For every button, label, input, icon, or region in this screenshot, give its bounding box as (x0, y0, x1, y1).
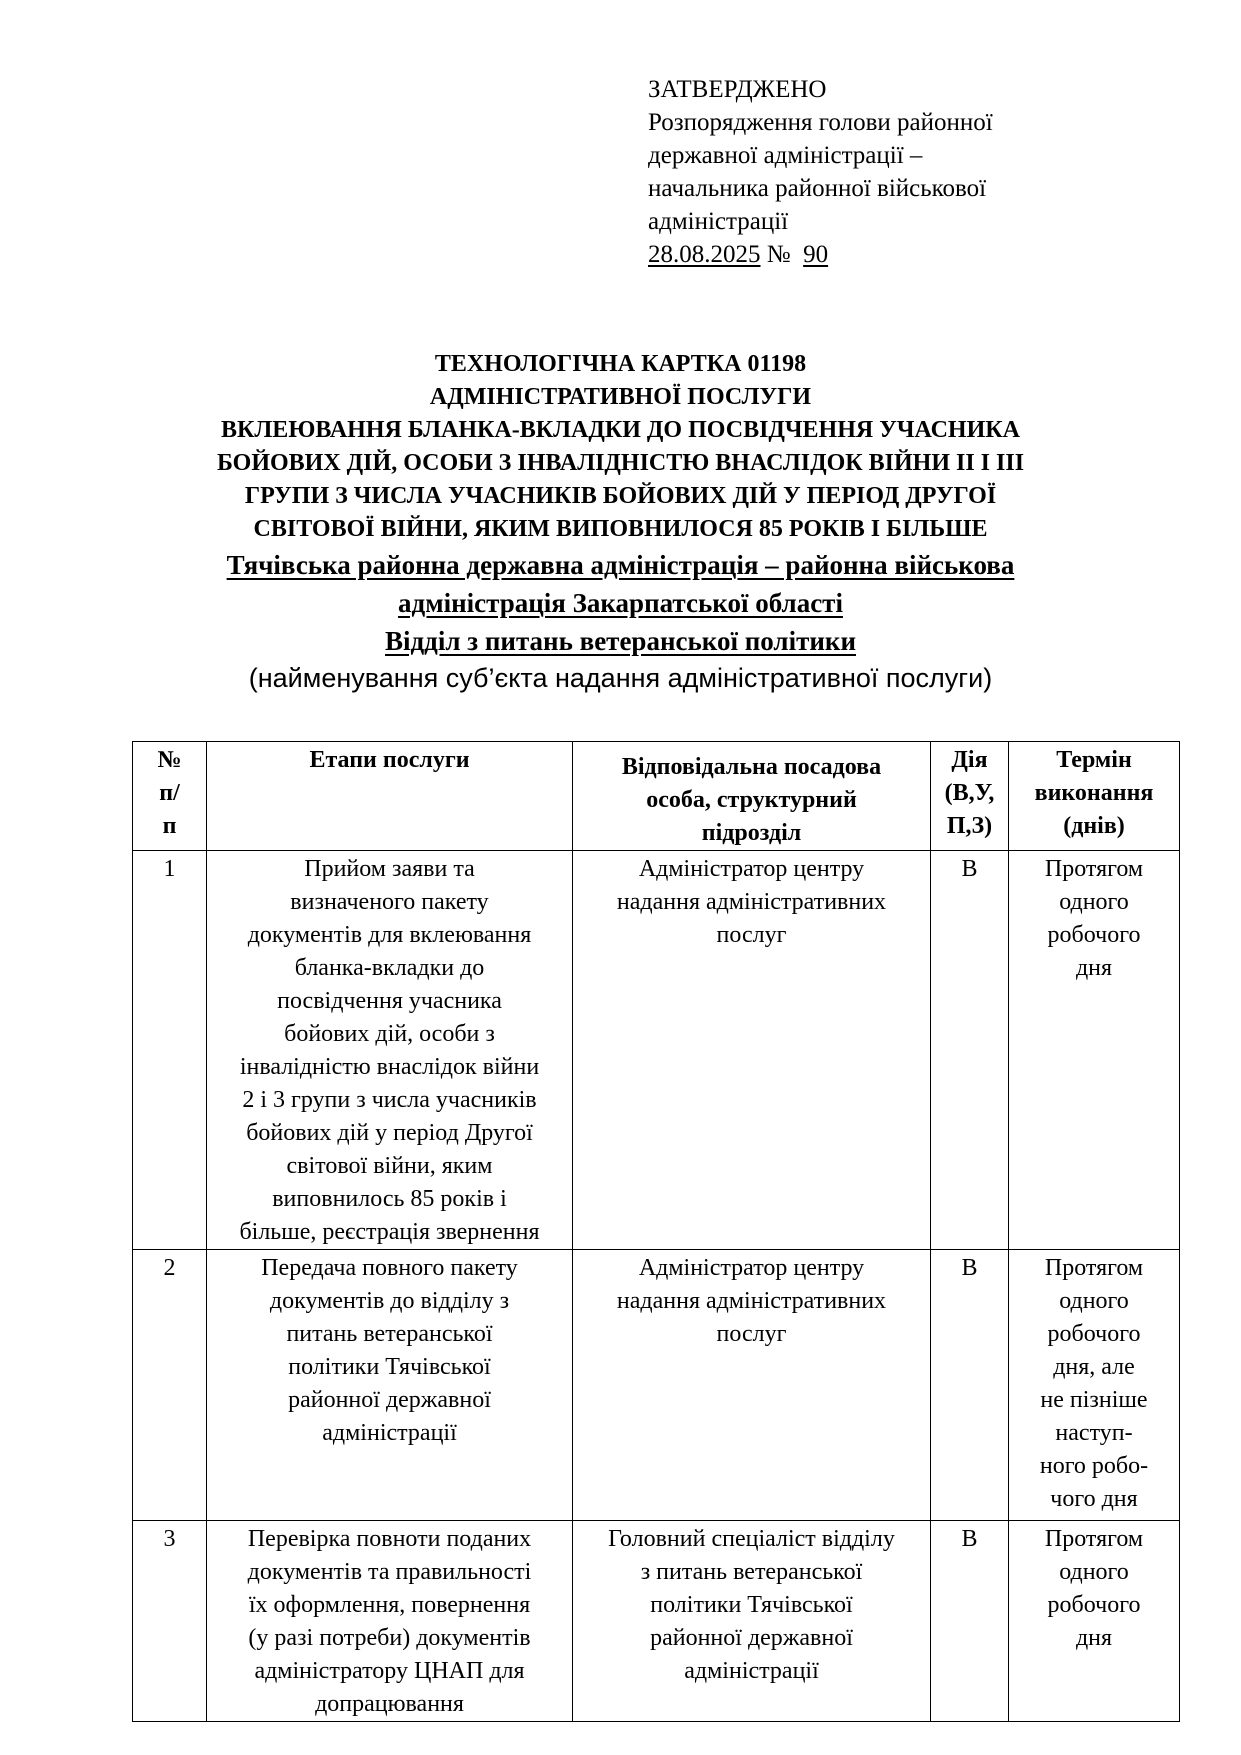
subject-text: Відділ з питань ветеранської політики (385, 626, 856, 656)
document-title-line: БОЙОВИХ ДІЙ, ОСОБИ З ІНВАЛІДНІСТЮ ВНАСЛІДОК ВІЙНИ ІІ І ІІІ (216, 450, 1025, 476)
approval-line: Розпорядження голови районної (648, 109, 993, 136)
header-stage: Етапи послуги (207, 742, 573, 851)
header-num: № п/ п (133, 742, 207, 851)
document-title-line: ВКЛЕЮВАННЯ БЛАНКА-ВКЛАДКИ ДО ПОСВІДЧЕННЯ УЧАСНИКА (221, 417, 1020, 443)
cell-stage: Передача повного пакету документів до відділу з питань ветеранської політики Тячівської районної державної адміністрації (207, 1250, 573, 1521)
cell-num: 2 (133, 1250, 207, 1521)
approval-number: 90 (803, 241, 829, 268)
approval-number-sign: № (766, 241, 791, 268)
subject-line (120, 546, 1121, 584)
cell-term: Протягом одного робочого дня (1009, 851, 1180, 1250)
approval-block (648, 73, 1128, 271)
cell-term: Протягом одного робочого дня (1009, 1521, 1180, 1722)
table-header-row (133, 742, 1180, 851)
header-action: Дія (В,У, П,З) (931, 742, 1009, 851)
cell-responsible: Адміністратор центру надання адміністративних послуг (573, 1250, 931, 1521)
table-row (133, 1250, 1180, 1521)
cell-stage: Прийом заяви та визначеного пакету документів для вклеювання бланка-вкладки до посвідчення учасника бойових дій, особи з інвалідністю внаслідок війни 2 і 3 групи з числа учасників бойових дій у період Другої світової війни, яким виповнилось 85 років і більше, реєстрація звернення (207, 851, 573, 1250)
approval-heading: ЗАТВЕРДЖЕНО (648, 76, 827, 103)
subject-text: Тячівська районна державна адміністрація – районна військова (226, 550, 1015, 580)
document-title-line: ТЕХНОЛОГІЧНА КАРТКА 01198 (434, 351, 807, 377)
cell-stage: Перевірка повноти поданих документів та правильності їх оформлення, повернення (у разі потреби) документів адміністратору ЦНАП для допрацювання (207, 1521, 573, 1722)
document-title-line: АДМІНІСТРАТИВНОЇ ПОСЛУГИ (429, 384, 812, 410)
cell-term: Протягом одного робочого дня, але не пізніше наступ- ного робо- чого дня (1009, 1250, 1180, 1521)
document-title-block (120, 348, 1121, 696)
cell-num: 3 (133, 1521, 207, 1722)
cell-responsible: Головний спеціаліст відділу з питань ветеранської політики Тячівської районної державної адміністрації (573, 1521, 931, 1722)
cell-action: В (931, 1250, 1009, 1521)
subject-line (120, 584, 1121, 622)
header-term: Термін виконання (днів) (1009, 742, 1180, 851)
document-title-line: ГРУПИ З ЧИСЛА УЧАСНИКІВ БОЙОВИХ ДІЙ У ПЕРІОД ДРУГОЇ (244, 483, 997, 509)
cell-num: 1 (133, 851, 207, 1250)
approval-line: державної адміністрації – (648, 142, 923, 169)
table-row (133, 851, 1180, 1250)
header-responsible: Відповідальна посадова особа, структурний підрозділ (573, 742, 931, 851)
cell-responsible: Адміністратор центру надання адміністративних послуг (573, 851, 931, 1250)
approval-date-number (648, 238, 1128, 271)
service-stages-table (132, 741, 1180, 1722)
document-title-line: СВІТОВОЇ ВІЙНИ, ЯКИМ ВИПОВНИЛОСЯ 85 РОКІВ І БІЛЬШЕ (253, 516, 988, 542)
cell-action: В (931, 1521, 1009, 1722)
subject-caption: (найменування суб’єкта надання адміністративної послуги) (248, 663, 993, 693)
approval-line: адміністрації (648, 208, 789, 235)
table-row (133, 1521, 1180, 1722)
subject-text: адміністрація Закарпатської області (398, 588, 843, 618)
cell-action: В (931, 851, 1009, 1250)
approval-line: начальника районної військової (648, 175, 987, 202)
approval-date: 28.08.2025 (648, 241, 761, 268)
subject-line (120, 622, 1121, 660)
